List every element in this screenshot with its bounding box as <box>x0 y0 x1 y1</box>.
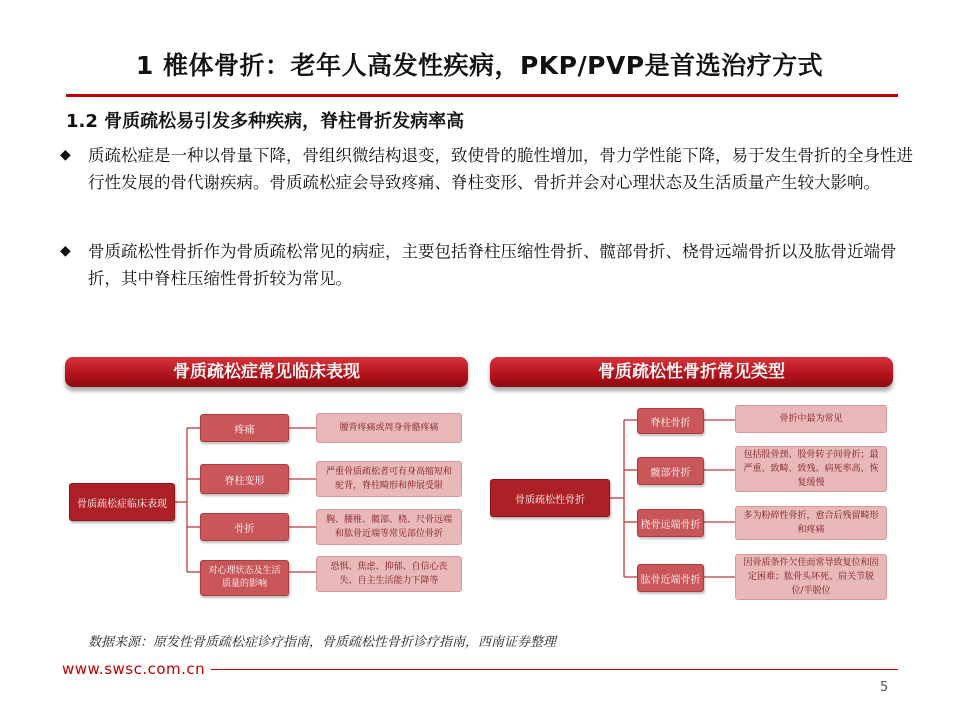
page-number: 5 <box>880 680 889 695</box>
right-branch-label: 肱骨近端骨折 <box>637 564 704 592</box>
footer-url[interactable]: www.swsc.com.cn <box>62 660 211 678</box>
bullet-text: 质疏松症是一种以骨量下降，骨组织微结构退变，致使骨的脆性增加，骨力学性能下降，易于发生骨折的全身性进行性发展的骨代谢疾病。骨质疏松症会导致疼痛、脊柱变形、骨折并会对心理状态及生活质量产生较大影响。 <box>88 146 913 192</box>
right-branch-label: 桡骨远端骨折 <box>637 509 704 537</box>
bullet-text: 骨质疏松性骨折作为骨质疏松常见的病症，主要包括脊柱压缩性骨折、髋部骨折、桡骨远端骨折以及肱骨近端骨折，其中脊柱压缩性骨折较为常见。 <box>88 242 897 288</box>
diamond-bullet-icon: ◆ <box>60 147 71 163</box>
source-note: 数据来源：原发性骨质疏松症诊疗指南，骨质疏松性骨折诊疗指南，西南证券整理 <box>88 635 557 650</box>
left-branch-detail: 严重骨质疏松者可有身高缩短和驼背，脊柱畸形和伸展受限 <box>316 461 462 497</box>
right-branch-detail: 多为粉碎性骨折，愈合后残留畸形和疼痛 <box>735 506 887 540</box>
right-branch-label: 脊柱骨折 <box>637 408 704 434</box>
slide-title: 1 椎体骨折：老年人高发性疾病，PKP/PVP是首选治疗方式 <box>135 51 824 80</box>
right-branch-label: 髋部骨折 <box>637 457 704 485</box>
left-branch-label: 骨折 <box>200 513 289 541</box>
left-diagram-banner: 骨质疏松症常见临床表现 <box>65 357 468 387</box>
left-branch-detail: 恐惧、焦虑、抑郁、自信心丧失、自主生活能力下降等 <box>316 556 462 592</box>
left-branch-detail: 腰背疼痛或周身骨骼疼痛 <box>316 413 462 443</box>
right-branch-detail: 骨折中最为常见 <box>735 405 887 433</box>
left-branch-label: 脊柱变形 <box>200 464 289 494</box>
left-branch-label: 疼痛 <box>200 414 289 442</box>
right-branch-detail: 包括股骨颈、股骨转子间骨折；最严重、致畸、致残、病死率高、恢复缓慢 <box>735 446 887 492</box>
left-branch-label: 对心理状态及生活质量的影响 <box>200 560 289 596</box>
right-diagram-root: 骨质疏松性骨折 <box>490 479 610 517</box>
section-heading: 1.2 骨质疏松易引发多种疾病，脊柱骨折发病率高 <box>66 111 465 132</box>
diamond-bullet-icon: ◆ <box>60 243 71 259</box>
right-branch-detail: 因骨质条件欠佳而常导致复位和固定困难；肱骨头坏死、肩关节脱位/半脱位 <box>735 554 887 600</box>
right-diagram-banner: 骨质疏松性骨折常见类型 <box>490 357 893 387</box>
left-diagram-root: 骨质疏松症临床表现 <box>69 483 175 521</box>
left-branch-detail: 胸、腰椎、髋部、桡、尺骨远端和肱骨近端等常见部位骨折 <box>316 509 462 545</box>
